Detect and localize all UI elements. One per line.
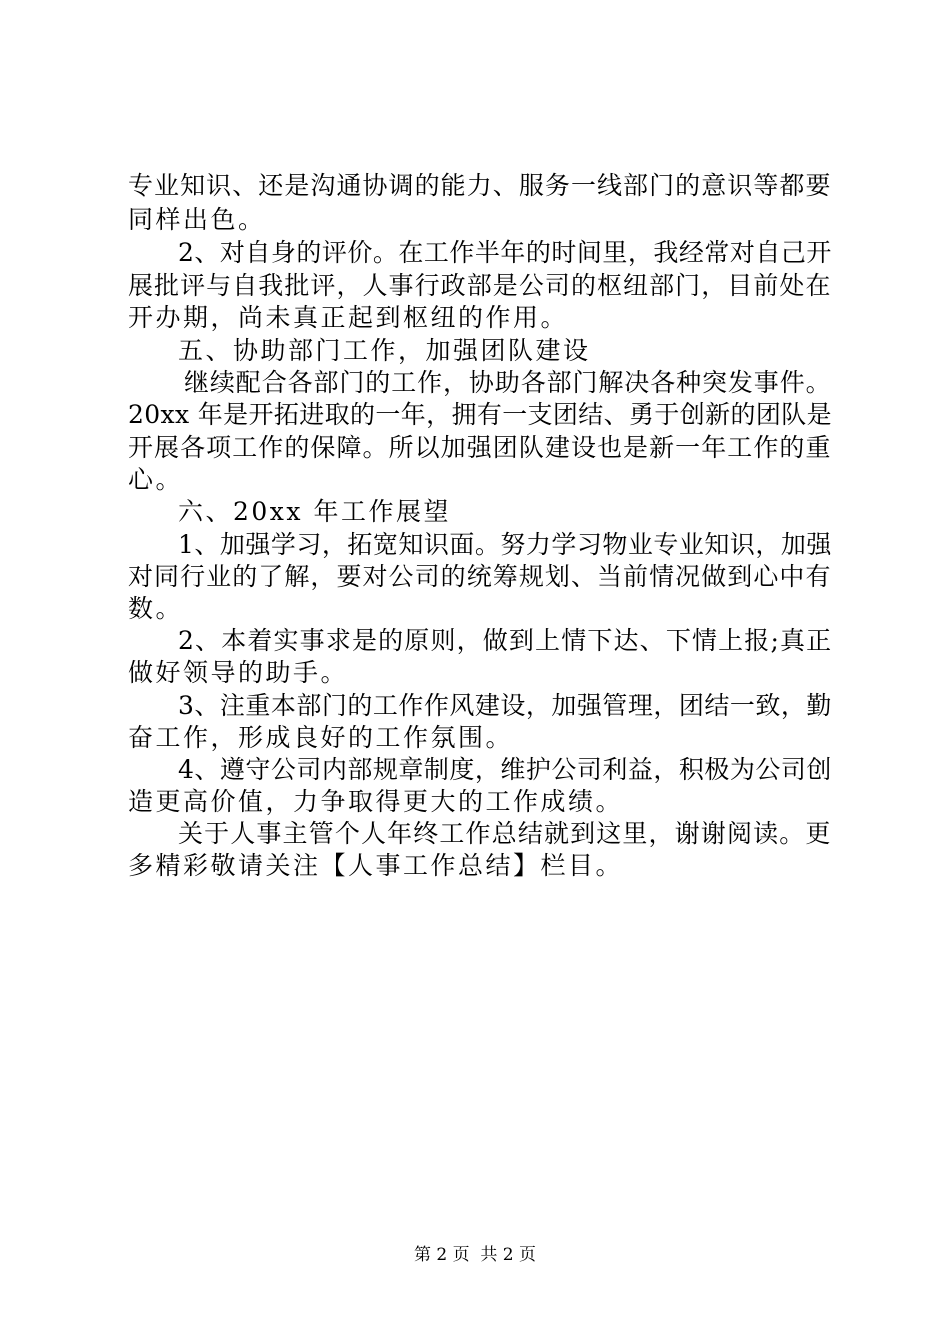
page-number-footer: 第 2 页 共 2 页 <box>413 1245 537 1265</box>
text-line: 数。 <box>128 594 184 623</box>
section-heading: 六、20xx 年工作展望 <box>178 497 451 526</box>
text-line: 关于人事主管个人年终工作总结就到这里，谢谢阅读。更 <box>178 819 832 848</box>
text-line: 2、本着实事求是的原则，做到上情下达、下情上报;真正 <box>178 626 833 655</box>
text-line: 专业知识、还是沟通协调的能力、服务一线部门的意识等都要 <box>128 171 832 200</box>
text-line: 同样出色。 <box>128 205 266 234</box>
section-heading: 五、协助部门工作，加强团队建设 <box>178 336 591 365</box>
text-line: 3、注重本部门的工作作风建设，加强管理，团结一致，勤 <box>178 691 832 720</box>
text-line: 对同行业的了解，要对公司的统筹规划、当前情况做到心中有 <box>128 562 832 591</box>
text-line: 做好领导的助手。 <box>128 658 349 687</box>
text-line: 造更高价值，力争取得更大的工作成绩。 <box>128 787 624 816</box>
text-line: 展批评与自我批评，人事行政部是公司的枢纽部门，目前处在 <box>128 271 832 300</box>
text-line: 4、遵守公司内部规章制度，维护公司利益，积极为公司创 <box>178 755 832 784</box>
text-line: 2、对自身的评价。在工作半年的时间里，我经常对自己开 <box>178 238 832 267</box>
text-line: 心。 <box>128 465 184 494</box>
text-line: 开办期，尚未真正起到枢纽的作用。 <box>128 303 569 332</box>
text-line: 多精彩敬请关注【人事工作总结】栏目。 <box>128 851 624 880</box>
text-line: 奋工作，形成良好的工作氛围。 <box>128 723 514 752</box>
text-line: 开展各项工作的保障。所以加强团队建设也是新一年工作的重 <box>128 433 832 462</box>
text-line: 20xx 年是开拓进取的一年，拥有一支团结、勇于创新的团队是 <box>128 400 832 429</box>
text-line: 继续配合各部门的工作，协助各部门解决各种突发事件。 <box>184 368 832 397</box>
text-line: 1、加强学习，拓宽知识面。努力学习物业专业知识，加强 <box>178 530 832 559</box>
